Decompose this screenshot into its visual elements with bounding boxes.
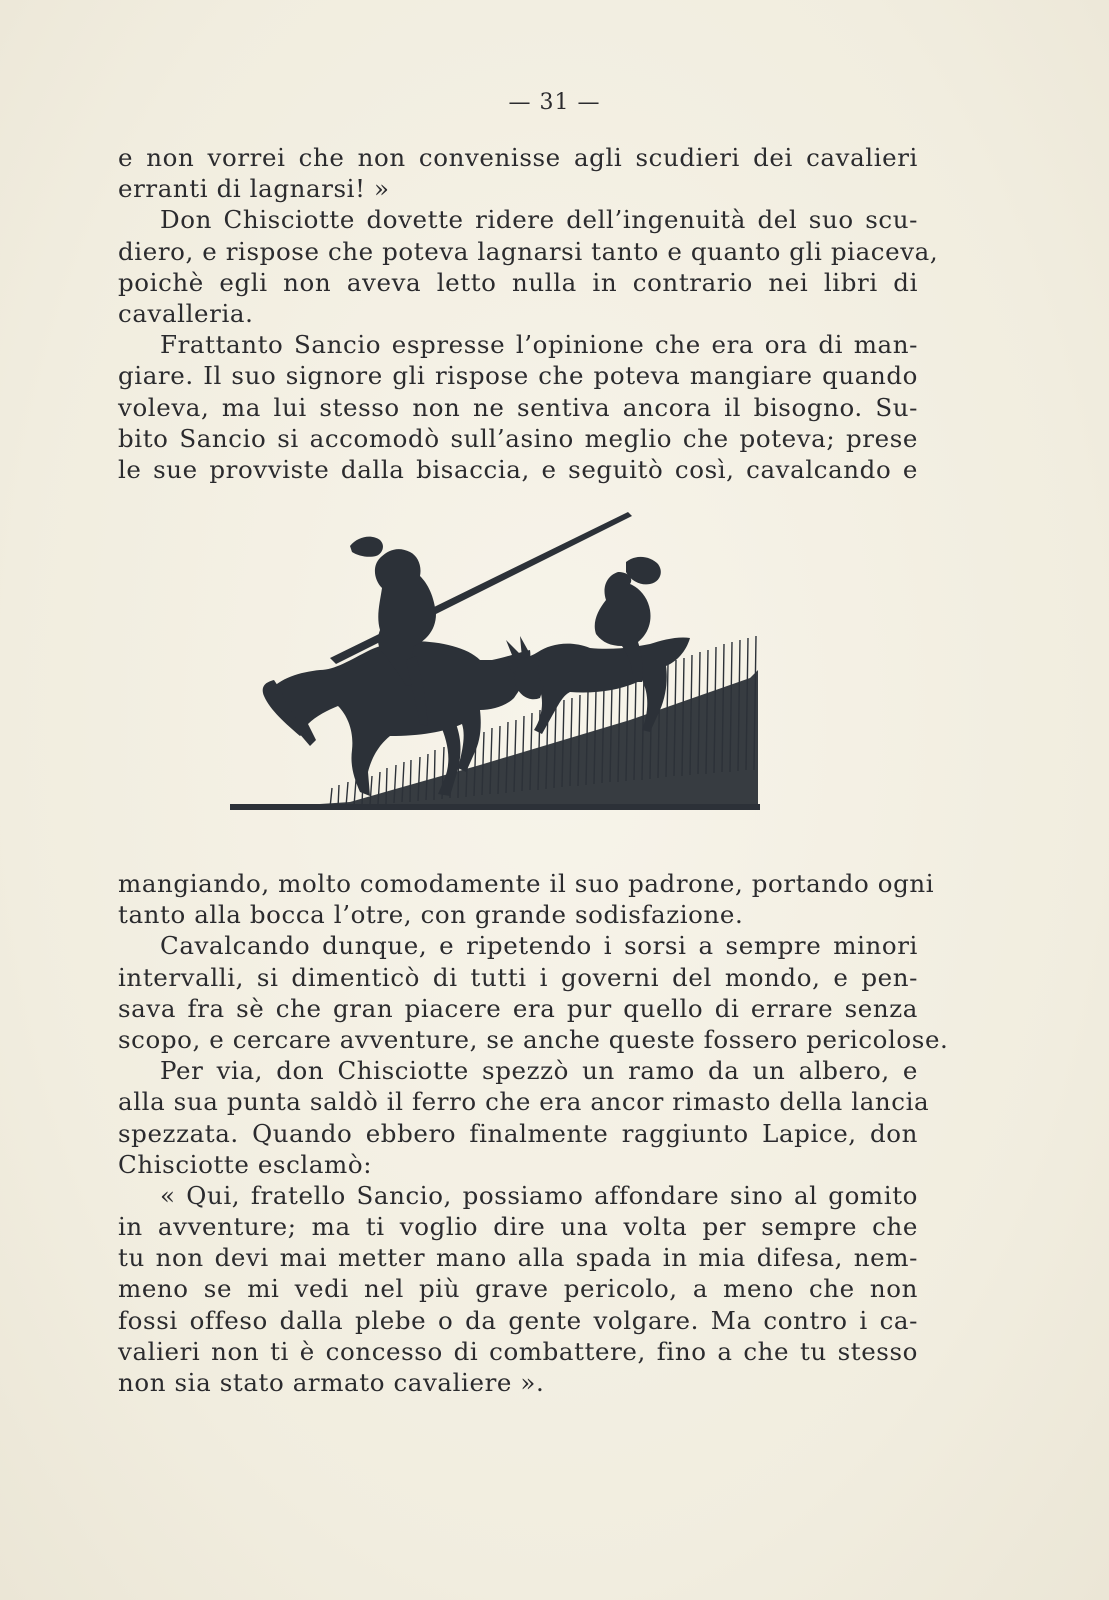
- text-line: scopo, e cercare avventure, se anche queste fossero pericolose.: [118, 1024, 949, 1054]
- text-line: spezzata. Quando ebbero finalmente raggiunto Lapice, don: [118, 1118, 918, 1148]
- text-line: intervalli, si dimenticò di tutti i governi del mondo, e pen-: [118, 962, 918, 992]
- text-line: meno se mi vedi nel più grave pericolo, a meno che non: [118, 1274, 918, 1304]
- text-line: le sue provviste dalla bisaccia, e seguitò così, cavalcando e: [118, 454, 918, 484]
- text-line: Cavalcando dunque, e ripetendo i sorsi a sempre minori: [160, 931, 918, 961]
- text-line: bito Sancio si accomodò sull’asino meglio che poteva; prese: [118, 423, 918, 453]
- text-line: Frattanto Sancio espresse l’opinione che era ora di man-: [160, 330, 918, 360]
- text-line: diero, e rispose che poteva lagnarsi tanto e quanto gli piaceva,: [118, 236, 939, 266]
- text-line: tu non devi mai metter mano alla spada in mia difesa, nem-: [118, 1243, 918, 1273]
- text-line: « Qui, fratello Sancio, possiamo affondare sino al gomito: [160, 1180, 918, 1210]
- lower-text-block: [118, 868, 949, 1398]
- silhouette-illustration: [230, 510, 776, 828]
- text-line: erranti di lagnarsi! »: [118, 174, 390, 204]
- text-line: sava fra sè che gran piacere era pur quello di errare senza: [118, 993, 918, 1023]
- text-line: alla sua punta saldò il ferro che era ancor rimasto della lancia: [118, 1087, 930, 1117]
- text-line: mangiando, molto comodamente il suo padrone, portando ogni: [118, 869, 935, 898]
- text-line: Chisciotte esclamò:: [118, 1149, 373, 1179]
- text-line: Per via, don Chisciotte spezzò un ramo da un albero, e: [160, 1056, 918, 1086]
- page-number: — 31 —: [508, 90, 601, 115]
- ground-strip: [230, 804, 760, 810]
- text-line: voleva, ma lui stesso non ne sentiva ancora il bisogno. Su-: [118, 392, 918, 422]
- text-line: cavalleria.: [118, 298, 254, 328]
- text-line: e non vorrei che non convenisse agli scudieri dei cavalieri: [118, 143, 918, 172]
- text-line: giare. Il suo signore gli rispose che poteva mangiare quando: [118, 361, 918, 391]
- text-line: fossi offeso dalla plebe o da gente volgare. Ma contro i ca-: [118, 1305, 918, 1335]
- text-line: tanto alla bocca l’otre, con grande sodisfazione.: [118, 900, 744, 930]
- text-line: valieri non ti è concesso di combattere, fino a che tu stesso: [118, 1336, 918, 1366]
- text-line: poichè egli non aveva letto nulla in contrario nei libri di: [118, 267, 918, 297]
- lance: [330, 512, 632, 664]
- text-line: Don Chisciotte dovette ridere dell’ingenuità del suo scu-: [160, 205, 918, 235]
- upper-text-block: [118, 142, 939, 485]
- text-line: in avventure; ma ti voglio dire una volta per sempre che: [118, 1212, 918, 1242]
- text-line: non sia stato armato cavaliere ».: [118, 1368, 545, 1397]
- knight-helmet-plume: [350, 537, 383, 557]
